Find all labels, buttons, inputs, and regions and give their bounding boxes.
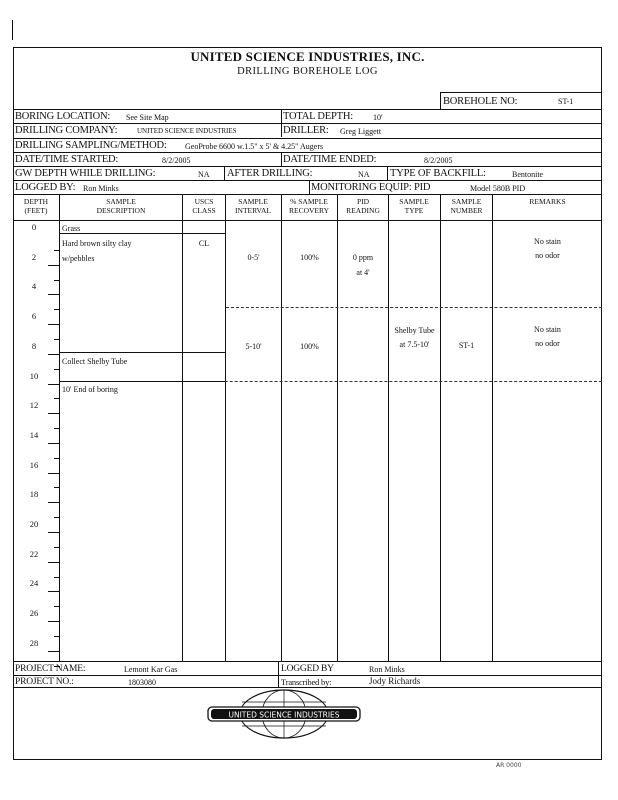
log-remarks-1a: No stain (534, 237, 561, 246)
log-interval-2: 5-10' (245, 342, 262, 351)
col-remarks-header (493, 197, 602, 206)
depth-minor-tick (54, 280, 60, 281)
gw-depth-value: NA (198, 170, 210, 179)
after-drilling-label: AFTER DRILLING: (227, 168, 313, 179)
depth-tick (48, 265, 60, 266)
date-started-label: DATE/TIME STARTED: (15, 154, 119, 165)
depth-minor-tick (54, 339, 60, 340)
log-grass: Grass (62, 224, 81, 233)
date-ended-value: 8/2/2005 (424, 156, 453, 165)
depth-tick (48, 384, 60, 385)
rule (281, 194, 282, 661)
depth-minor-tick (54, 369, 60, 370)
rule (13, 194, 602, 195)
depth-label: 8 (31, 340, 37, 351)
rule (59, 352, 225, 353)
rule (59, 233, 225, 234)
depth-minor-tick (54, 458, 60, 459)
depth-minor-tick (54, 309, 60, 310)
log-interval-1: 0-5' (247, 253, 260, 262)
col-uscs-line1: USCS (194, 197, 214, 206)
backfill-value: Bentonite (512, 170, 544, 179)
depth-tick (48, 473, 60, 474)
col-description-header (60, 197, 182, 215)
col-type-line1: SAMPLE (399, 197, 429, 206)
col-type-header (389, 197, 439, 215)
logged-by-label: LOGGED BY: (15, 182, 76, 193)
rule (281, 152, 282, 166)
gw-depth-label: GW DEPTH WHILE DRILLING: (15, 168, 156, 179)
date-started-value: 8/2/2005 (162, 156, 191, 165)
col-depth-line1: DEPTH (23, 197, 49, 206)
drilling-company-value: UNITED SCIENCE INDUSTRIES (137, 127, 237, 135)
sampling-method-value: GeoProbe 6600 w.1.5" x 5' & 4.25" Augers (185, 142, 324, 151)
log-pid-1a: 0 ppm (352, 253, 374, 262)
depth-tick (48, 591, 60, 592)
monitoring-label: MONITORING EQUIP: PID (311, 182, 431, 193)
col-depth-header (14, 197, 58, 215)
col-remarks-line1: REMARKS (529, 197, 566, 206)
rule (13, 675, 602, 676)
drilling-company-label: DRILLING COMPANY: (15, 125, 118, 136)
depth-minor-tick (54, 428, 60, 429)
rule (492, 194, 493, 661)
rule (225, 194, 226, 661)
col-recovery-line2: RECOVERY (288, 206, 329, 215)
col-number-line2: NUMBER (450, 206, 483, 215)
depth-tick (48, 354, 60, 355)
rule (13, 166, 602, 167)
rule (278, 661, 279, 687)
driller-label: DRILLER: (283, 125, 329, 136)
col-interval-header (226, 197, 280, 215)
borehole-no-value: ST-1 (558, 97, 574, 106)
corner-marks: AR 0000 (496, 762, 522, 769)
col-recovery-line1: % SAMPLE (290, 197, 328, 206)
rule (440, 194, 441, 661)
log-pid-1b: at 4' (356, 268, 370, 277)
log-remarks-2a: No stain (534, 325, 561, 334)
scan-mark (12, 20, 13, 40)
logged-by-value: Ron Minks (83, 184, 119, 193)
col-pid-line1: PID (356, 197, 370, 206)
col-interval-line1: SAMPLE (238, 197, 268, 206)
depth-minor-tick (54, 398, 60, 399)
col-number-line1: SAMPLE (451, 197, 482, 206)
monitoring-value: Model 580B PID (470, 184, 526, 193)
depth-label: 16 (29, 459, 39, 470)
depth-tick (48, 651, 60, 652)
usi-logo (206, 688, 362, 740)
depth-minor-tick (54, 547, 60, 548)
depth-label: 18 (29, 489, 39, 500)
transcribed-by-value: Jody Richards (369, 676, 421, 686)
depth-label: 4 (31, 281, 37, 292)
depth-tick (48, 324, 60, 325)
rule (309, 180, 310, 194)
col-interval-line2: INTERVAL (235, 206, 271, 215)
depth-label: 14 (29, 429, 39, 440)
log-type-2b: at 7.5-10' (399, 340, 430, 349)
sampling-method-label: DRILLING SAMPLING/METHOD: (15, 140, 167, 151)
depth-label: 28 (29, 637, 39, 648)
depth-tick (48, 562, 60, 563)
depth-label: 10 (29, 370, 39, 381)
after-drilling-value: NA (358, 170, 370, 179)
rule (440, 92, 602, 93)
total-depth-label: TOTAL DEPTH: (283, 111, 353, 122)
depth-tick (48, 413, 60, 414)
rule (13, 123, 602, 124)
rule (59, 381, 225, 382)
depth-label: 26 (29, 608, 39, 619)
rule (13, 152, 602, 153)
col-uscs-header (183, 197, 225, 215)
col-description-line1: SAMPLE (106, 197, 136, 206)
log-recovery-2: 100% (300, 342, 319, 351)
transcribed-by-label: Transcribed by: (281, 677, 332, 687)
col-uscs-line2: CLASS (192, 206, 216, 215)
depth-label: 22 (29, 548, 39, 559)
depth-minor-tick (54, 250, 60, 251)
logged-by-bottom-value: Ron Minks (369, 665, 405, 674)
log-recovery-1: 100% (300, 253, 319, 262)
log-desc-1b: w/pebbles (62, 254, 95, 263)
col-description-line2: DESCRIPTION (96, 206, 146, 215)
date-ended-label: DATE/TIME ENDED: (283, 154, 377, 165)
rule (13, 109, 602, 110)
depth-tick (48, 621, 60, 622)
depth-minor-tick (54, 517, 60, 518)
depth-label: 20 (29, 519, 39, 529)
depth-label: 0 (31, 222, 37, 232)
rule (281, 109, 282, 137)
depth-tick (48, 443, 60, 444)
log-uscs-1: CL (198, 239, 210, 248)
depth-minor-tick (54, 636, 60, 637)
rule (440, 92, 441, 109)
depth-label: 6 (31, 311, 37, 322)
project-no-label: PROJECT NO.: (15, 677, 74, 687)
boring-location-value: See Site Map (126, 113, 169, 122)
driller-value: Greg Liggett (340, 127, 382, 136)
rule (13, 220, 602, 221)
project-name-label: PROJECT NAME: (15, 664, 86, 674)
col-number-header (441, 197, 492, 215)
depth-tick (48, 532, 60, 533)
logged-by-bottom-label: LOGGED BY (281, 664, 334, 674)
log-desc-2: Collect Shelby Tube (62, 357, 128, 366)
depth-label: 12 (29, 400, 39, 411)
log-end: 10' End of boring (62, 385, 118, 394)
logo-text: UNITED SCIENCE INDUSTRIES (228, 710, 340, 720)
log-remarks-1b: no odor (535, 251, 560, 260)
borehole-no-label: BOREHOLE NO: (443, 96, 518, 107)
log-desc-1a: Hard brown silty clay (62, 239, 132, 248)
depth-label: 24 (29, 578, 39, 589)
rule (13, 180, 602, 181)
depth-tick (48, 294, 60, 295)
rule (13, 661, 602, 662)
backfill-label: TYPE OF BACKFILL: (390, 168, 486, 179)
depth-minor-tick (54, 487, 60, 488)
page-title: UNITED SCIENCE INDUSTRIES, INC. (190, 49, 425, 64)
project-name-value: Lemont Kar Gas (124, 665, 178, 674)
depth-label: 2 (31, 251, 37, 262)
col-depth-line2: (FEET) (24, 206, 48, 215)
rule (337, 194, 338, 661)
depth-minor-tick (54, 577, 60, 578)
interval-divider (226, 307, 602, 308)
project-no-value: 1803080 (128, 678, 156, 687)
rule (13, 138, 602, 139)
rule (182, 194, 183, 661)
log-remarks-2b: no odor (535, 339, 560, 348)
rule (388, 194, 389, 661)
depth-minor-tick (54, 606, 60, 607)
log-type-2a: Shelby Tube (394, 326, 435, 335)
col-recovery-header (282, 197, 336, 215)
log-number-2: ST-1 (458, 341, 475, 350)
total-depth-value: 10' (373, 113, 383, 122)
boring-location-label: BORING LOCATION: (15, 111, 111, 122)
page-subtitle: DRILLING BOREHOLE LOG (237, 66, 378, 77)
rule (387, 166, 388, 180)
col-type-line2: TYPE (404, 206, 424, 215)
col-pid-header (338, 197, 388, 215)
depth-tick (48, 502, 60, 503)
rule (224, 166, 225, 180)
col-pid-line2: READING (346, 206, 380, 215)
